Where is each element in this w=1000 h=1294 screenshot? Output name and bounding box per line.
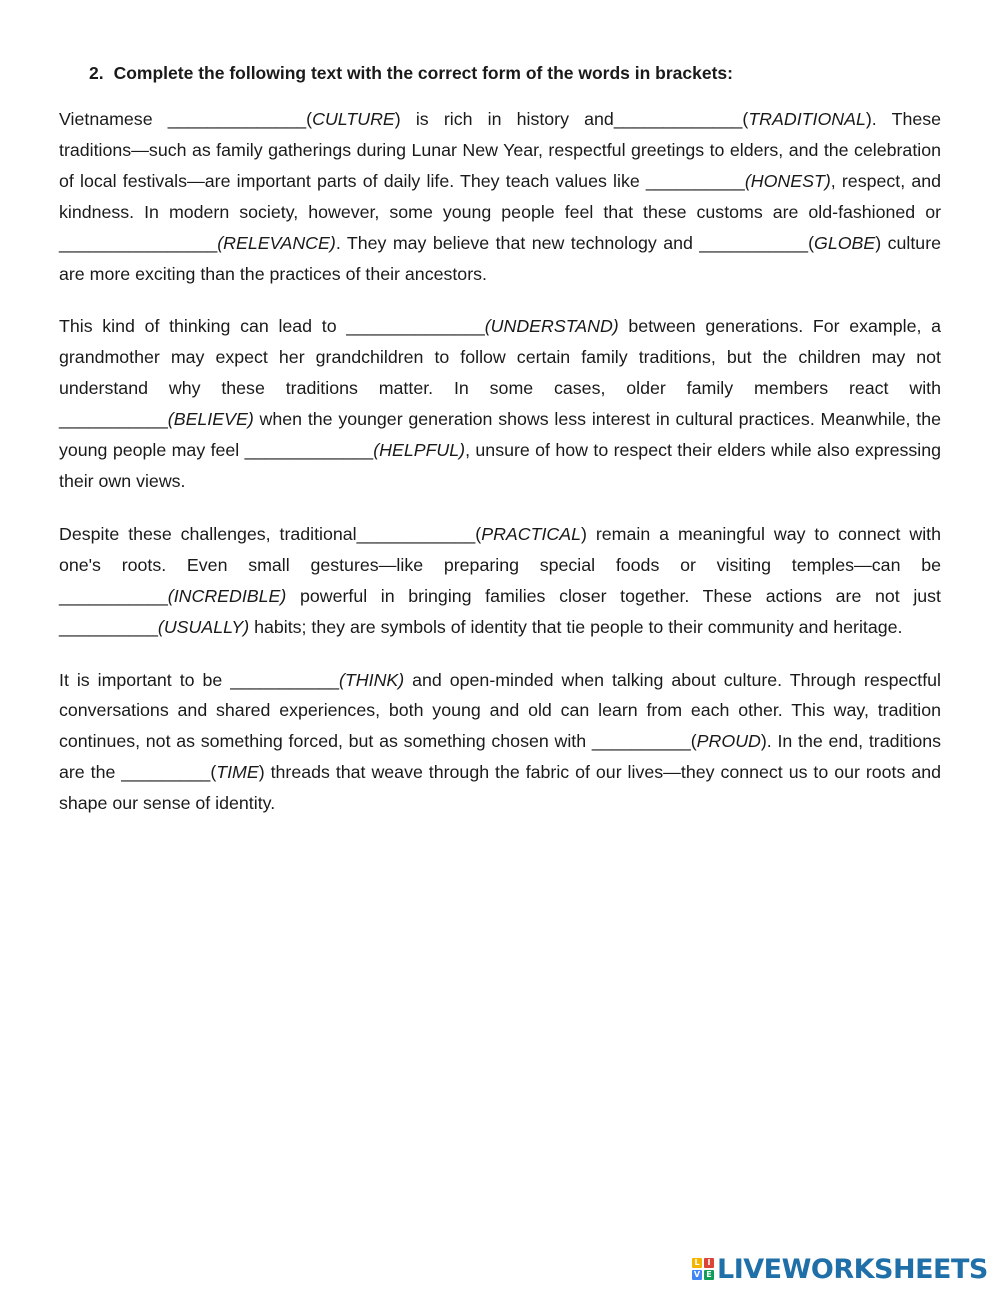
question-instruction: Complete the following text with the correct form of the words in brackets: <box>113 63 733 83</box>
word-hint: PRACTICAL <box>481 523 582 544</box>
word-hint: (BELIEVE) <box>167 409 254 430</box>
word-hint: (RELEVANCE) <box>217 232 336 253</box>
text-segment: when the younger generation shows less interest in cultural practices. Meanwhile, the young people may feel _____________ <box>59 409 941 461</box>
text-segment: and open-minded when talking about culture. Through respectful conversations and shared experiences, both young and old can learn from each other. This way, tradition continues, not as something forced, but as something chosen with __________( <box>59 669 941 752</box>
text-segment: It is important to be ___________ <box>59 669 339 690</box>
liveworksheets-logo-icon <box>692 1258 714 1280</box>
text-segment: ) is rich in history and_____________( <box>394 109 749 129</box>
text-segment: . They may believe that new technology and ___________( <box>335 232 814 253</box>
text-segment: ) remain a meaningful way to connect with one's roots. Even small gestures—like preparing special foods or visiting temples—can be ___________ <box>59 523 941 606</box>
text-segment: , unsure of how to respect their elders while also expressing their own views. <box>59 440 941 491</box>
logo-mark-cell: E <box>704 1270 714 1280</box>
word-hint: GLOBE <box>814 232 876 253</box>
logo-mark-cell: I <box>704 1258 714 1268</box>
text-segment: ). In the end, traditions are the _________( <box>59 731 941 783</box>
text-segment: Despite these challenges, traditional____________( <box>59 523 482 544</box>
question-heading <box>89 58 941 88</box>
word-hint: (HONEST) <box>744 170 831 191</box>
paragraph-2 <box>59 311 941 496</box>
liveworksheets-logo <box>692 1254 988 1284</box>
word-hint: (HELPFUL) <box>373 440 466 461</box>
text-segment: ) culture are more exciting than the practices of their ancestors. <box>59 232 942 284</box>
word-hint: TIME <box>216 762 259 783</box>
question-number: 2. <box>89 63 104 83</box>
word-hint: TRADITIONAL <box>748 109 866 129</box>
text-segment: between generations. For example, a grandmother may expect her grandchildren to follow certain family traditions, but the children may not understand why these traditions matter. In some cases, older family members react with ___________ <box>59 316 941 430</box>
text-segment: , respect, and kindness. In modern society, however, some young people feel that these customs are old-fashioned or ________________ <box>59 170 941 253</box>
text-segment: ) threads that weave through the fabric of our lives—they connect us to our roots and shape our sense of identity. <box>59 762 941 814</box>
word-hint: CULTURE <box>312 109 395 129</box>
paragraph-3 <box>59 519 941 643</box>
logo-mark-cell: L <box>692 1258 702 1268</box>
worksheet-page <box>59 58 941 841</box>
text-segment: powerful in bringing families closer together. These actions are not just __________ <box>59 585 941 637</box>
word-hint: PROUD <box>696 731 761 752</box>
text-segment: ). These traditions—such as family gatherings during Lunar New Year, respectful greetings to elders, and the celebration of local festivals—are important parts of daily life. They teach values like __________ <box>59 109 942 191</box>
paragraph-1 <box>59 104 941 289</box>
text-segment: habits; they are symbols of identity that tie people to their community and heritage. <box>249 616 903 637</box>
text-segment: Vietnamese ______________( <box>59 109 313 129</box>
paragraph-4 <box>59 665 941 820</box>
word-hint: (UNDERSTAND) <box>484 316 619 337</box>
word-hint: (USUALLY) <box>157 616 250 637</box>
word-hint: (INCREDIBLE) <box>167 585 287 606</box>
logo-text: LIVEWORKSHEETS <box>717 1253 988 1285</box>
logo-mark-cell: V <box>693 1270 701 1279</box>
text-segment: This kind of thinking can lead to ______________ <box>59 316 485 337</box>
word-hint: (THINK) <box>339 669 405 690</box>
